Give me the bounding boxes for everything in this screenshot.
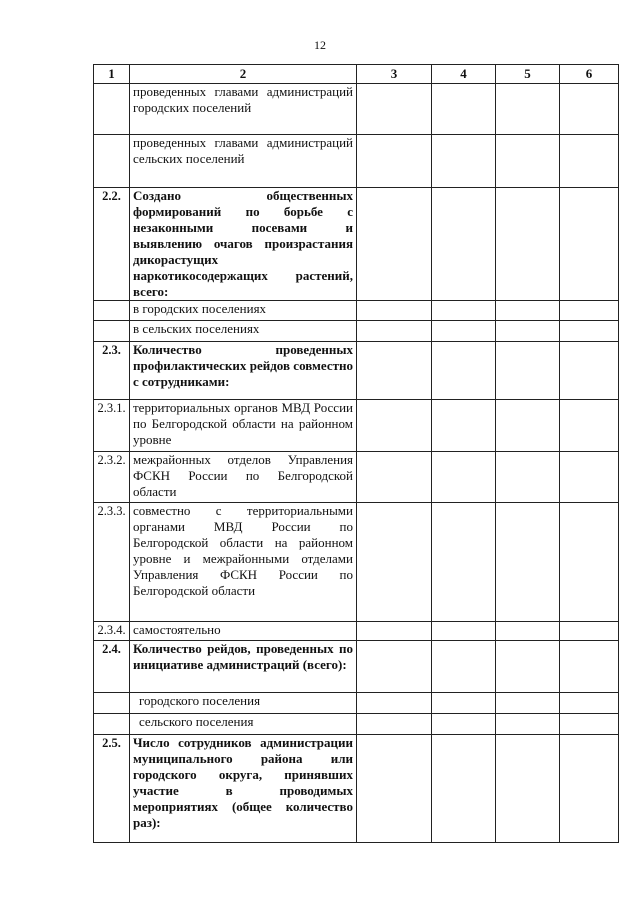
row-text: Создано общественных формирований по борьбе с незаконными посевами и выявлению очагов произрастания дикорастущих наркотикосодержащих растений, всего:: [130, 188, 357, 301]
value-cell: [357, 321, 432, 342]
value-cell: [560, 342, 619, 400]
value-cell: [496, 321, 560, 342]
value-cell: [432, 301, 496, 321]
value-cell: [496, 693, 560, 714]
table-row: [94, 188, 619, 301]
table-row: [94, 452, 619, 503]
table-row: [94, 400, 619, 452]
column-header-2: 2: [130, 65, 357, 84]
value-cell: [432, 714, 496, 735]
value-cell: [357, 622, 432, 641]
row-text: проведенных главами администраций городских поселений: [130, 84, 357, 135]
value-cell: [357, 188, 432, 301]
row-text: Количество проведенных профилактических рейдов совместно с сотрудниками:: [130, 342, 357, 400]
value-cell: [560, 641, 619, 693]
value-cell: [357, 342, 432, 400]
value-cell: [496, 503, 560, 622]
value-cell: [357, 503, 432, 622]
row-text: совместно с территориальными органами МВД России по Белгородской области на районном уровне и межрайонными отделами Управления ФСКН России по Белгородской области: [130, 503, 357, 622]
value-cell: [560, 622, 619, 641]
value-cell: [357, 693, 432, 714]
value-cell: [432, 321, 496, 342]
row-text: сельского поселения: [130, 714, 357, 735]
table-row: [94, 503, 619, 622]
row-text: проведенных главами администраций сельских поселений: [130, 135, 357, 188]
row-number: 2.3.: [94, 342, 130, 400]
value-cell: [432, 342, 496, 400]
table-row: [94, 622, 619, 641]
table-row: [94, 301, 619, 321]
value-cell: [496, 301, 560, 321]
row-number: 2.3.2.: [94, 452, 130, 503]
table-row: [94, 714, 619, 735]
row-text: межрайонных отделов Управления ФСКН России по Белгородской области: [130, 452, 357, 503]
value-cell: [496, 84, 560, 135]
value-cell: [496, 452, 560, 503]
row-number: 2.3.4.: [94, 622, 130, 641]
value-cell: [432, 641, 496, 693]
table-row: [94, 84, 619, 135]
value-cell: [432, 135, 496, 188]
value-cell: [357, 301, 432, 321]
value-cell: [432, 452, 496, 503]
value-cell: [357, 400, 432, 452]
table-row: [94, 342, 619, 400]
value-cell: [432, 735, 496, 843]
value-cell: [560, 188, 619, 301]
value-cell: [560, 301, 619, 321]
row-number: [94, 301, 130, 321]
column-header-5: 5: [496, 65, 560, 84]
value-cell: [432, 622, 496, 641]
row-number: [94, 321, 130, 342]
row-text: в городских поселениях: [130, 301, 357, 321]
value-cell: [560, 321, 619, 342]
table-row: [94, 693, 619, 714]
page-number: 12: [314, 38, 326, 52]
table-row: [94, 735, 619, 843]
table-header-row: [94, 65, 619, 84]
row-text: Число сотрудников администрации муниципального района или городского округа, принявших участие в проводимых мероприятиях (общее количество раз):: [130, 735, 357, 843]
column-header-1: 1: [94, 65, 130, 84]
value-cell: [496, 735, 560, 843]
value-cell: [560, 693, 619, 714]
value-cell: [496, 400, 560, 452]
value-cell: [432, 84, 496, 135]
value-cell: [496, 714, 560, 735]
value-cell: [560, 84, 619, 135]
row-text: городского поселения: [130, 693, 357, 714]
row-text: Количество рейдов, проведенных по инициативе администраций (всего):: [130, 641, 357, 693]
value-cell: [357, 714, 432, 735]
value-cell: [560, 503, 619, 622]
value-cell: [432, 188, 496, 301]
row-number: 2.4.: [94, 641, 130, 693]
row-number: [94, 135, 130, 188]
table-row: [94, 641, 619, 693]
value-cell: [560, 735, 619, 843]
column-header-4: 4: [432, 65, 496, 84]
column-header-3: 3: [357, 65, 432, 84]
row-number: [94, 84, 130, 135]
value-cell: [357, 735, 432, 843]
table-row: [94, 135, 619, 188]
row-number: 2.5.: [94, 735, 130, 843]
value-cell: [432, 400, 496, 452]
value-cell: [560, 714, 619, 735]
value-cell: [496, 188, 560, 301]
table-row: [94, 321, 619, 342]
value-cell: [496, 622, 560, 641]
value-cell: [560, 452, 619, 503]
value-cell: [432, 503, 496, 622]
report-table: [93, 64, 619, 843]
row-number: 2.2.: [94, 188, 130, 301]
row-number: [94, 693, 130, 714]
value-cell: [496, 641, 560, 693]
value-cell: [357, 641, 432, 693]
row-number: [94, 714, 130, 735]
value-cell: [560, 135, 619, 188]
value-cell: [432, 693, 496, 714]
value-cell: [496, 342, 560, 400]
row-number: 2.3.1.: [94, 400, 130, 452]
value-cell: [357, 135, 432, 188]
column-header-6: 6: [560, 65, 619, 84]
row-text: в сельских поселениях: [130, 321, 357, 342]
row-text: территориальных органов МВД России по Белгородской области на районном уровне: [130, 400, 357, 452]
row-text: самостоятельно: [130, 622, 357, 641]
value-cell: [357, 84, 432, 135]
value-cell: [560, 400, 619, 452]
value-cell: [496, 135, 560, 188]
row-number: 2.3.3.: [94, 503, 130, 622]
value-cell: [357, 452, 432, 503]
